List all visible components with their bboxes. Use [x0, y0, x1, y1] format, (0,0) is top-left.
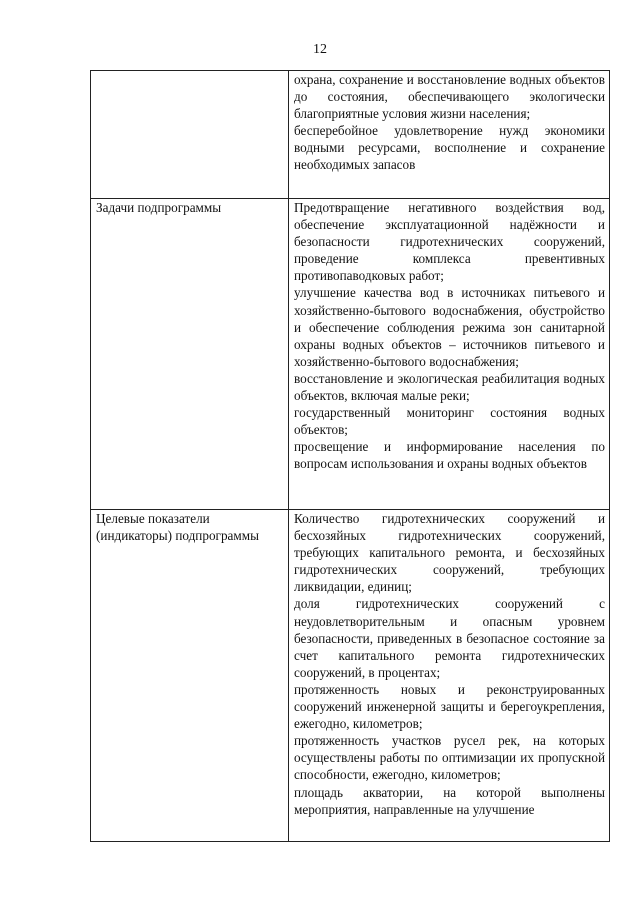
list-item: охрана, сохранение и восстановление водных объектов до состояния, обеспечивающего экологически благоприятные условия жизни населения; — [294, 72, 605, 122]
row-content — [289, 199, 610, 510]
table-row — [91, 71, 610, 199]
list-item: протяженность участков русел рек, на которых осуществлены работы по оптимизации их пропускной способности, ежегодно, километров; — [294, 733, 605, 783]
row-content — [289, 71, 610, 199]
table-row — [91, 199, 610, 510]
row-label: Задачи подпрограммы — [91, 199, 289, 510]
row-label — [91, 71, 289, 199]
subprogram-passport-table — [90, 70, 610, 842]
list-item: Предотвращение негативного воздействия вод, обеспечение эксплуатационной надёжности и безопасности гидротехнических сооружений, проведение комплекса превентивных противопаводковых работ; — [294, 200, 605, 284]
list-item: восстановление и экологическая реабилитация водных объектов, включая малые реки; — [294, 370, 605, 404]
list-item: просвещение и информирование населения по вопросам использования и охраны водных объектов — [294, 439, 605, 472]
page-number: 12 — [313, 42, 327, 57]
row-label: Целевые показатели (индикаторы) подпрограммы — [91, 510, 289, 842]
list-item: бесперебойное удовлетворение нужд экономики водными ресурсами, восполнение и сохранение необходимых запасов — [294, 123, 605, 173]
list-item: площадь акватории, на которой выполнены мероприятия, направленные на улучшение — [294, 784, 605, 817]
list-item: доля гидротехнических сооружений с неудовлетворительным и опасным уровнем безопасности, приведенных в безопасное состояние за счет капитального ремонта гидротехнических сооружений, в процентах; — [294, 596, 605, 680]
table-row — [91, 510, 610, 842]
list-item: улучшение качества вод в источниках питьевого и хозяйственно-бытового водоснабжения, обустройство и обеспечение соблюдения режима зон санитарной охраны водных объектов – источников питьевого и хозяйственно-бытового водоснабжения; — [294, 285, 605, 369]
list-item: государственный мониторинг состояния водных объектов; — [294, 405, 605, 438]
list-item: протяженность новых и реконструированных сооружений инженерной защиты и берегоукрепления, ежегодно, километров; — [294, 681, 605, 732]
row-content — [289, 510, 610, 842]
list-item: Количество гидротехнических сооружений и бесхозяйных гидротехнических сооружений, требующих капитального ремонта, и бесхозяйных гидротехнических сооружений, требующих ликвидации, единиц; — [294, 511, 605, 595]
